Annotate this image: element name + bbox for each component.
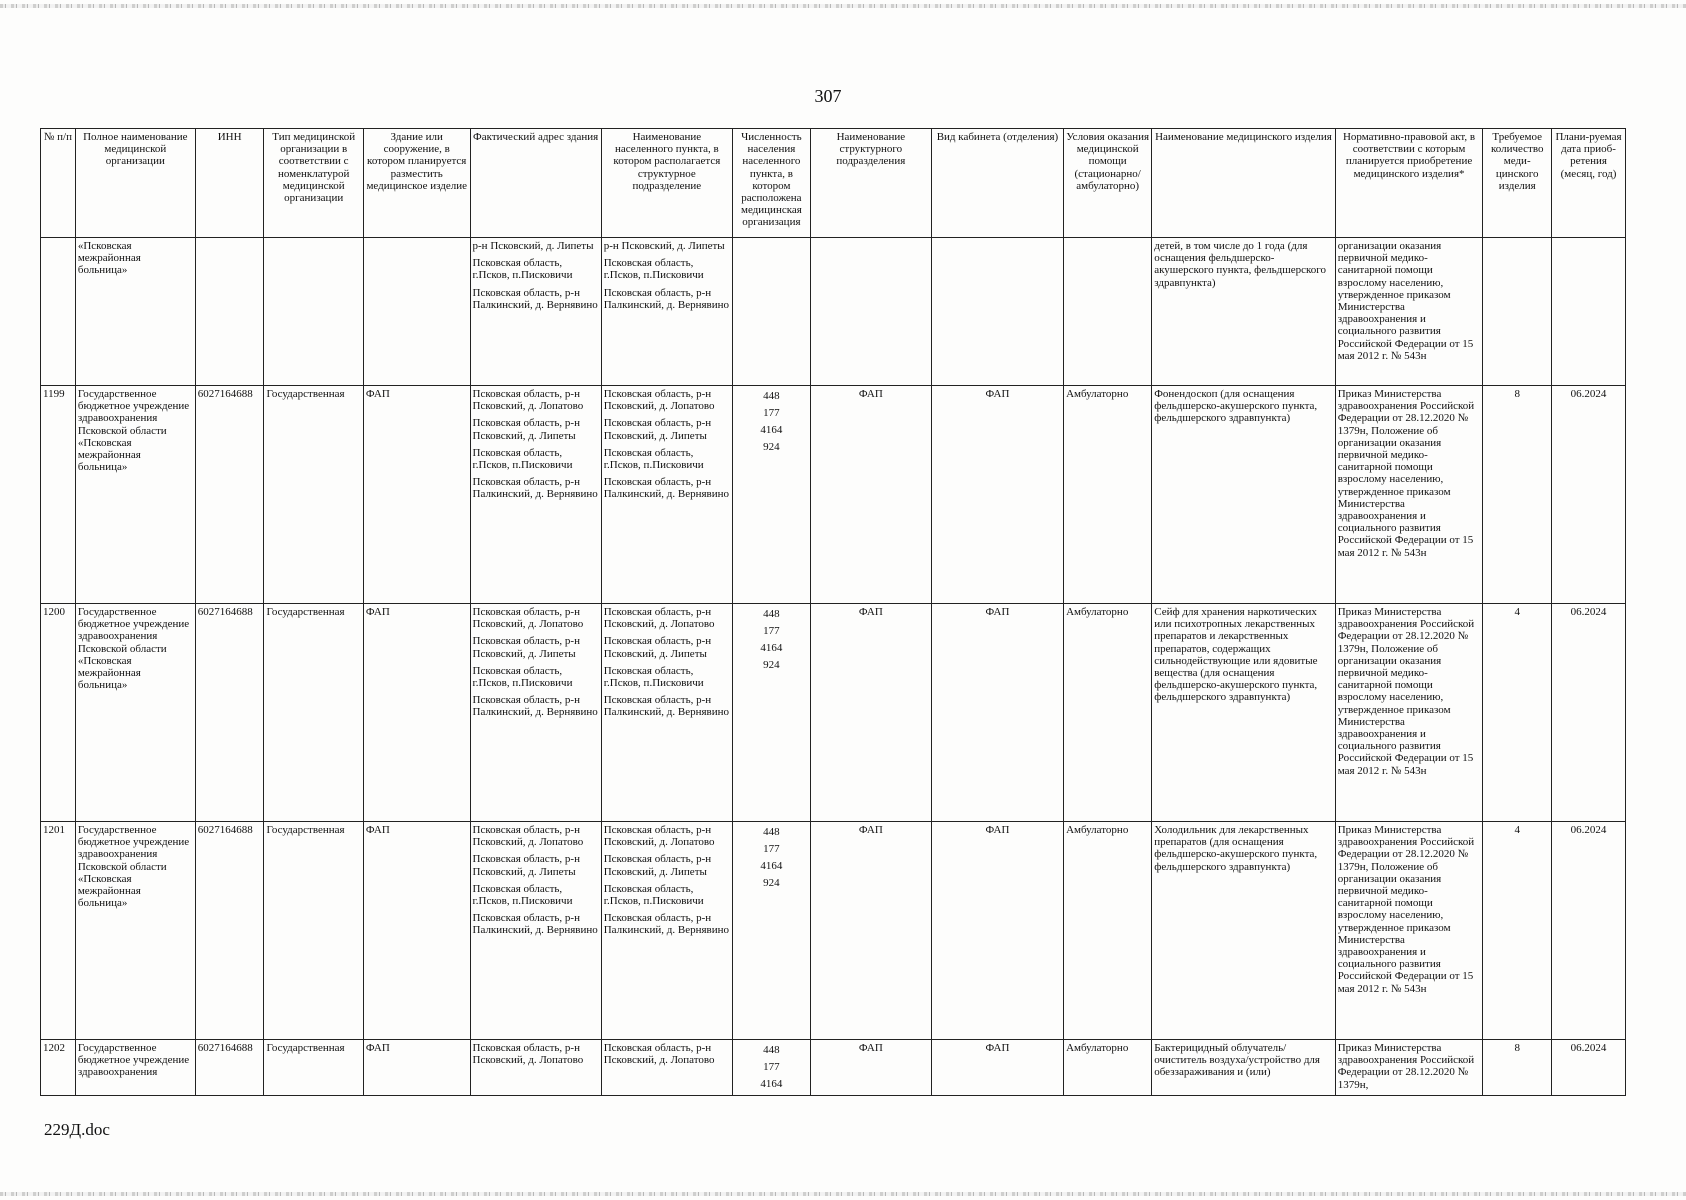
cell-type: Государственная <box>264 1040 363 1096</box>
table-row <box>41 604 1626 822</box>
header-no: № п/п <box>41 129 76 238</box>
address-line: Псковская область, р-н Псковский, д. Лопатово <box>472 1042 584 1067</box>
header-org: Полное наименование медицинской организации <box>75 129 195 238</box>
population-value: 924 <box>763 659 780 671</box>
cell-population <box>732 386 810 604</box>
cell-no: 1201 <box>41 822 76 1040</box>
population-value: 4164 <box>760 642 783 654</box>
cell-device: детей, в том числе до 1 года (для оснащения фельдшерско-акушерского пункта, фельдшерского здравпункта) <box>1152 238 1336 386</box>
header-cabinet: Вид кабинета (отделения) <box>931 129 1063 238</box>
cell-locality <box>601 604 732 822</box>
population-value: 448 <box>763 826 780 838</box>
header-type: Тип медицинской организации в соответствии с номенклатурой медицинской организации <box>264 129 363 238</box>
cell-act: Приказ Министерства здравоохранения Российской Федерации от 28.12.2020 № 1379н, <box>1335 1040 1483 1096</box>
cell-inn: 6027164688 <box>195 386 264 604</box>
cell-device: Сейф для хранения наркотических или психотропных лекарственных препаратов и лекарственных препаратов, содержащих сильнодействующие или ядовитые вещества (для оснащения фельдшерско-акушерского пункта, фельдшерского здравпункта) <box>1152 604 1336 822</box>
cell-address <box>470 386 601 604</box>
cell-population <box>732 238 810 386</box>
locality-line: Псковская область, р-н Палкинский, д. Вернявино <box>603 286 729 311</box>
cell-qty <box>1483 238 1552 386</box>
header-conditions: Условия оказания медицинской помощи (стационарно/ амбулаторно) <box>1064 129 1152 238</box>
cell-inn: 6027164688 <box>195 822 264 1040</box>
cell-unit: ФАП <box>810 386 931 604</box>
population-value: 924 <box>763 877 780 889</box>
cell-act: организации оказания первичной медико-санитарной помощи взрослому населению, утвержденное приказом Министерства здравоохранения и социального развития Российской Федерации от 15 мая 2012 г. № 543н <box>1335 238 1483 386</box>
cell-device: Фонендоскоп (для оснащения фельдшерско-акушерского пункта, фельдшерского здравпункта) <box>1152 386 1336 604</box>
locality-line: Псковская область, г.Псков, п.Писковичи <box>603 446 704 472</box>
locality-line: Псковская область, р-н Палкинский, д. Вернявино <box>603 912 729 937</box>
address-line: Псковская область, р-н Псковский, д. Липеты <box>472 417 580 442</box>
cell-org: Государственное бюджетное учреждение здравоохранения Псковской области «Псковская межрайонная больница» <box>75 822 195 1040</box>
cell-building: ФАП <box>363 386 470 604</box>
population-value: 177 <box>763 843 780 855</box>
cell-type: Государственная <box>264 604 363 822</box>
population-value: 177 <box>763 625 780 637</box>
cell-date <box>1552 238 1626 386</box>
cell-org: Государственное бюджетное учреждение здравоохранения <box>75 1040 195 1096</box>
header-building: Здание или сооружение, в котором планируется разместить медицинское изделие <box>363 129 470 238</box>
header-device: Наименование медицинского изделия <box>1152 129 1336 238</box>
cell-act: Приказ Министерства здравоохранения Российской Федерации от 28.12.2020 № 1379н, Положение об организации оказания первичной медико-санитарной помощи взрослому населению, утвержденное приказом Министерства здравоохранения и социального развития Российской Федерации от 15 мая 2012 г. № 543н <box>1335 604 1483 822</box>
cell-address <box>470 604 601 822</box>
locality-line: Псковская область, р-н Палкинский, д. Вернявино <box>603 476 729 501</box>
locality-line: Псковская область, г.Псков, п.Писковичи <box>603 664 704 690</box>
cell-locality <box>601 238 732 386</box>
scan-edge-bottom <box>0 1192 1686 1196</box>
cell-cabinet: ФАП <box>931 1040 1063 1096</box>
cell-no: 1199 <box>41 386 76 604</box>
cell-unit: ФАП <box>810 1040 931 1096</box>
cell-address <box>470 1040 601 1096</box>
table-header-row <box>41 129 1626 238</box>
cell-population <box>732 1040 810 1096</box>
population-value: 448 <box>763 390 780 402</box>
population-value: 177 <box>763 1061 780 1073</box>
document-filename: 229Д.doc <box>44 1120 110 1139</box>
cell-date: 06.2024 <box>1552 822 1626 1040</box>
address-line: Псковская область, г.Псков, п.Писковичи <box>472 882 573 908</box>
locality-line: Псковская область, р-н Псковский, д. Липеты <box>603 635 712 660</box>
cell-act: Приказ Министерства здравоохранения Российской Федерации от 28.12.2020 № 1379н, Положение об организации оказания первичной медико-санитарной помощи взрослому населению, утвержденное приказом Министерства здравоохранения и социального развития Российской Федерации от 15 мая 2012 г. № 543н <box>1335 386 1483 604</box>
scan-edge-top <box>0 4 1686 8</box>
cell-no <box>41 238 76 386</box>
cell-cabinet <box>931 238 1063 386</box>
cell-device: Бактерицидный облучатель/очиститель воздуха/устройство для обеззараживания и (или) <box>1152 1040 1336 1096</box>
locality-line: Псковская область, р-н Псковский, д. Липеты <box>603 853 712 878</box>
cell-conditions <box>1064 238 1152 386</box>
cell-type: Государственная <box>264 822 363 1040</box>
cell-org: Государственное бюджетное учреждение здравоохранения Псковской области «Псковская межрайонная больница» <box>75 604 195 822</box>
address-line: Псковская область, р-н Палкинский, д. Вернявино <box>472 694 598 719</box>
locality-line: Псковская область, р-н Псковский, д. Лопатово <box>603 824 715 849</box>
cell-device: Холодильник для лекарственных препаратов (для оснащения фельдшерско-акушерского пункта, фельдшерского здравпункта) <box>1152 822 1336 1040</box>
header-act: Нормативно-правовой акт, в соответствии с которым планируется приобретение медицинского изделия* <box>1335 129 1483 238</box>
cell-unit <box>810 238 931 386</box>
cell-address <box>470 822 601 1040</box>
address-line: Псковская область, г.Псков, п.Писковичи <box>472 446 573 472</box>
population-value: 4164 <box>760 860 783 872</box>
cell-qty: 8 <box>1483 1040 1552 1096</box>
address-line: Псковская область, р-н Псковский, д. Лопатово <box>472 606 584 631</box>
population-value: 448 <box>763 608 780 620</box>
cell-type: Государственная <box>264 386 363 604</box>
equipment-table <box>40 128 1626 1096</box>
cell-act: Приказ Министерства здравоохранения Российской Федерации от 28.12.2020 № 1379н, Положение об организации оказания первичной медико-санитарной помощи взрослому населению, утвержденное приказом Министерства здравоохранения и социального развития Российской Федерации от 15 мая 2012 г. № 543н <box>1335 822 1483 1040</box>
table-row <box>41 386 1626 604</box>
address-line: Псковская область, р-н Псковский, д. Лопатово <box>472 388 584 413</box>
cell-conditions: Амбулаторно <box>1064 604 1152 822</box>
cell-org: Государственное бюджетное учреждение здравоохранения Псковской области «Псковская межрайонная больница» <box>75 386 195 604</box>
cell-locality <box>601 386 732 604</box>
cell-no: 1200 <box>41 604 76 822</box>
cell-building <box>363 238 470 386</box>
cell-locality <box>601 1040 732 1096</box>
cell-address <box>470 238 601 386</box>
locality-line: Псковская область, р-н Палкинский, д. Вернявино <box>603 694 729 719</box>
cell-population <box>732 822 810 1040</box>
cell-qty: 4 <box>1483 822 1552 1040</box>
cell-qty: 8 <box>1483 386 1552 604</box>
address-line: Псковская область, р-н Псковский, д. Липеты <box>472 853 580 878</box>
cell-org: «Псковская межрайонная больница» <box>75 238 195 386</box>
locality-line: Псковская область, р-н Псковский, д. Лопатово <box>603 606 715 631</box>
locality-line: Псковская область, г.Псков, п.Писковичи <box>603 882 704 908</box>
cell-inn: 6027164688 <box>195 604 264 822</box>
cell-no: 1202 <box>41 1040 76 1096</box>
address-line: Псковская область, г.Псков, п.Писковичи <box>472 257 573 282</box>
population-value: 177 <box>763 407 780 419</box>
header-population: Численность населения населенного пункта, в котором расположена медицинская организация <box>732 129 810 238</box>
address-line: Псковская область, р-н Палкинский, д. Вернявино <box>472 286 598 311</box>
cell-unit: ФАП <box>810 822 931 1040</box>
cell-building: ФАП <box>363 1040 470 1096</box>
cell-cabinet: ФАП <box>931 386 1063 604</box>
cell-inn: 6027164688 <box>195 1040 264 1096</box>
cell-cabinet: ФАП <box>931 604 1063 822</box>
locality-line: Псковская область, р-н Псковский, д. Липеты <box>603 417 712 442</box>
locality-line: Псковская область, р-н Псковский, д. Лопатово <box>603 388 715 413</box>
cell-conditions: Амбулаторно <box>1064 822 1152 1040</box>
cell-conditions: Амбулаторно <box>1064 1040 1152 1096</box>
cell-population <box>732 604 810 822</box>
address-line: Псковская область, р-н Псковский, д. Липеты <box>472 635 580 660</box>
cell-qty: 4 <box>1483 604 1552 822</box>
header-inn: ИНН <box>195 129 264 238</box>
cell-cabinet: ФАП <box>931 822 1063 1040</box>
page-number: 307 <box>814 86 842 106</box>
locality-line: Псковская область, г.Псков, п.Писковичи <box>603 257 704 282</box>
header-locality: Наименование населенного пункта, в котором располагается структурное подразделение <box>601 129 732 238</box>
address-line: Псковская область, г.Псков, п.Писковичи <box>472 664 573 690</box>
table-row-continuation <box>41 238 1626 386</box>
locality-line: р-н Псковский, д. Липеты <box>603 240 725 252</box>
cell-conditions: Амбулаторно <box>1064 386 1152 604</box>
cell-building: ФАП <box>363 604 470 822</box>
cell-building: ФАП <box>363 822 470 1040</box>
population-value: 4164 <box>760 1078 783 1090</box>
header-address: Фактический адрес здания <box>470 129 601 238</box>
population-value: 4164 <box>760 424 783 436</box>
address-line: р-н Псковский, д. Липеты <box>472 240 594 252</box>
table-row <box>41 822 1626 1040</box>
header-qty: Требуемое количество меди-цинского изделия <box>1483 129 1552 238</box>
cell-locality <box>601 822 732 1040</box>
address-line: Псковская область, р-н Палкинский, д. Вернявино <box>472 912 598 937</box>
header-unit: Наименование структурного подразделения <box>810 129 931 238</box>
locality-line: Псковская область, р-н Псковский, д. Лопатово <box>603 1042 715 1067</box>
address-line: Псковская область, р-н Палкинский, д. Вернявино <box>472 476 598 501</box>
cell-date: 06.2024 <box>1552 386 1626 604</box>
table-row <box>41 1040 1626 1096</box>
cell-date: 06.2024 <box>1552 604 1626 822</box>
population-value: 924 <box>763 441 780 453</box>
cell-inn <box>195 238 264 386</box>
address-line: Псковская область, р-н Псковский, д. Лопатово <box>472 824 584 849</box>
cell-unit: ФАП <box>810 604 931 822</box>
population-value: 448 <box>763 1044 780 1056</box>
cell-date: 06.2024 <box>1552 1040 1626 1096</box>
cell-type <box>264 238 363 386</box>
header-date: Плани-руемая дата приоб-ретения (месяц, год) <box>1552 129 1626 238</box>
